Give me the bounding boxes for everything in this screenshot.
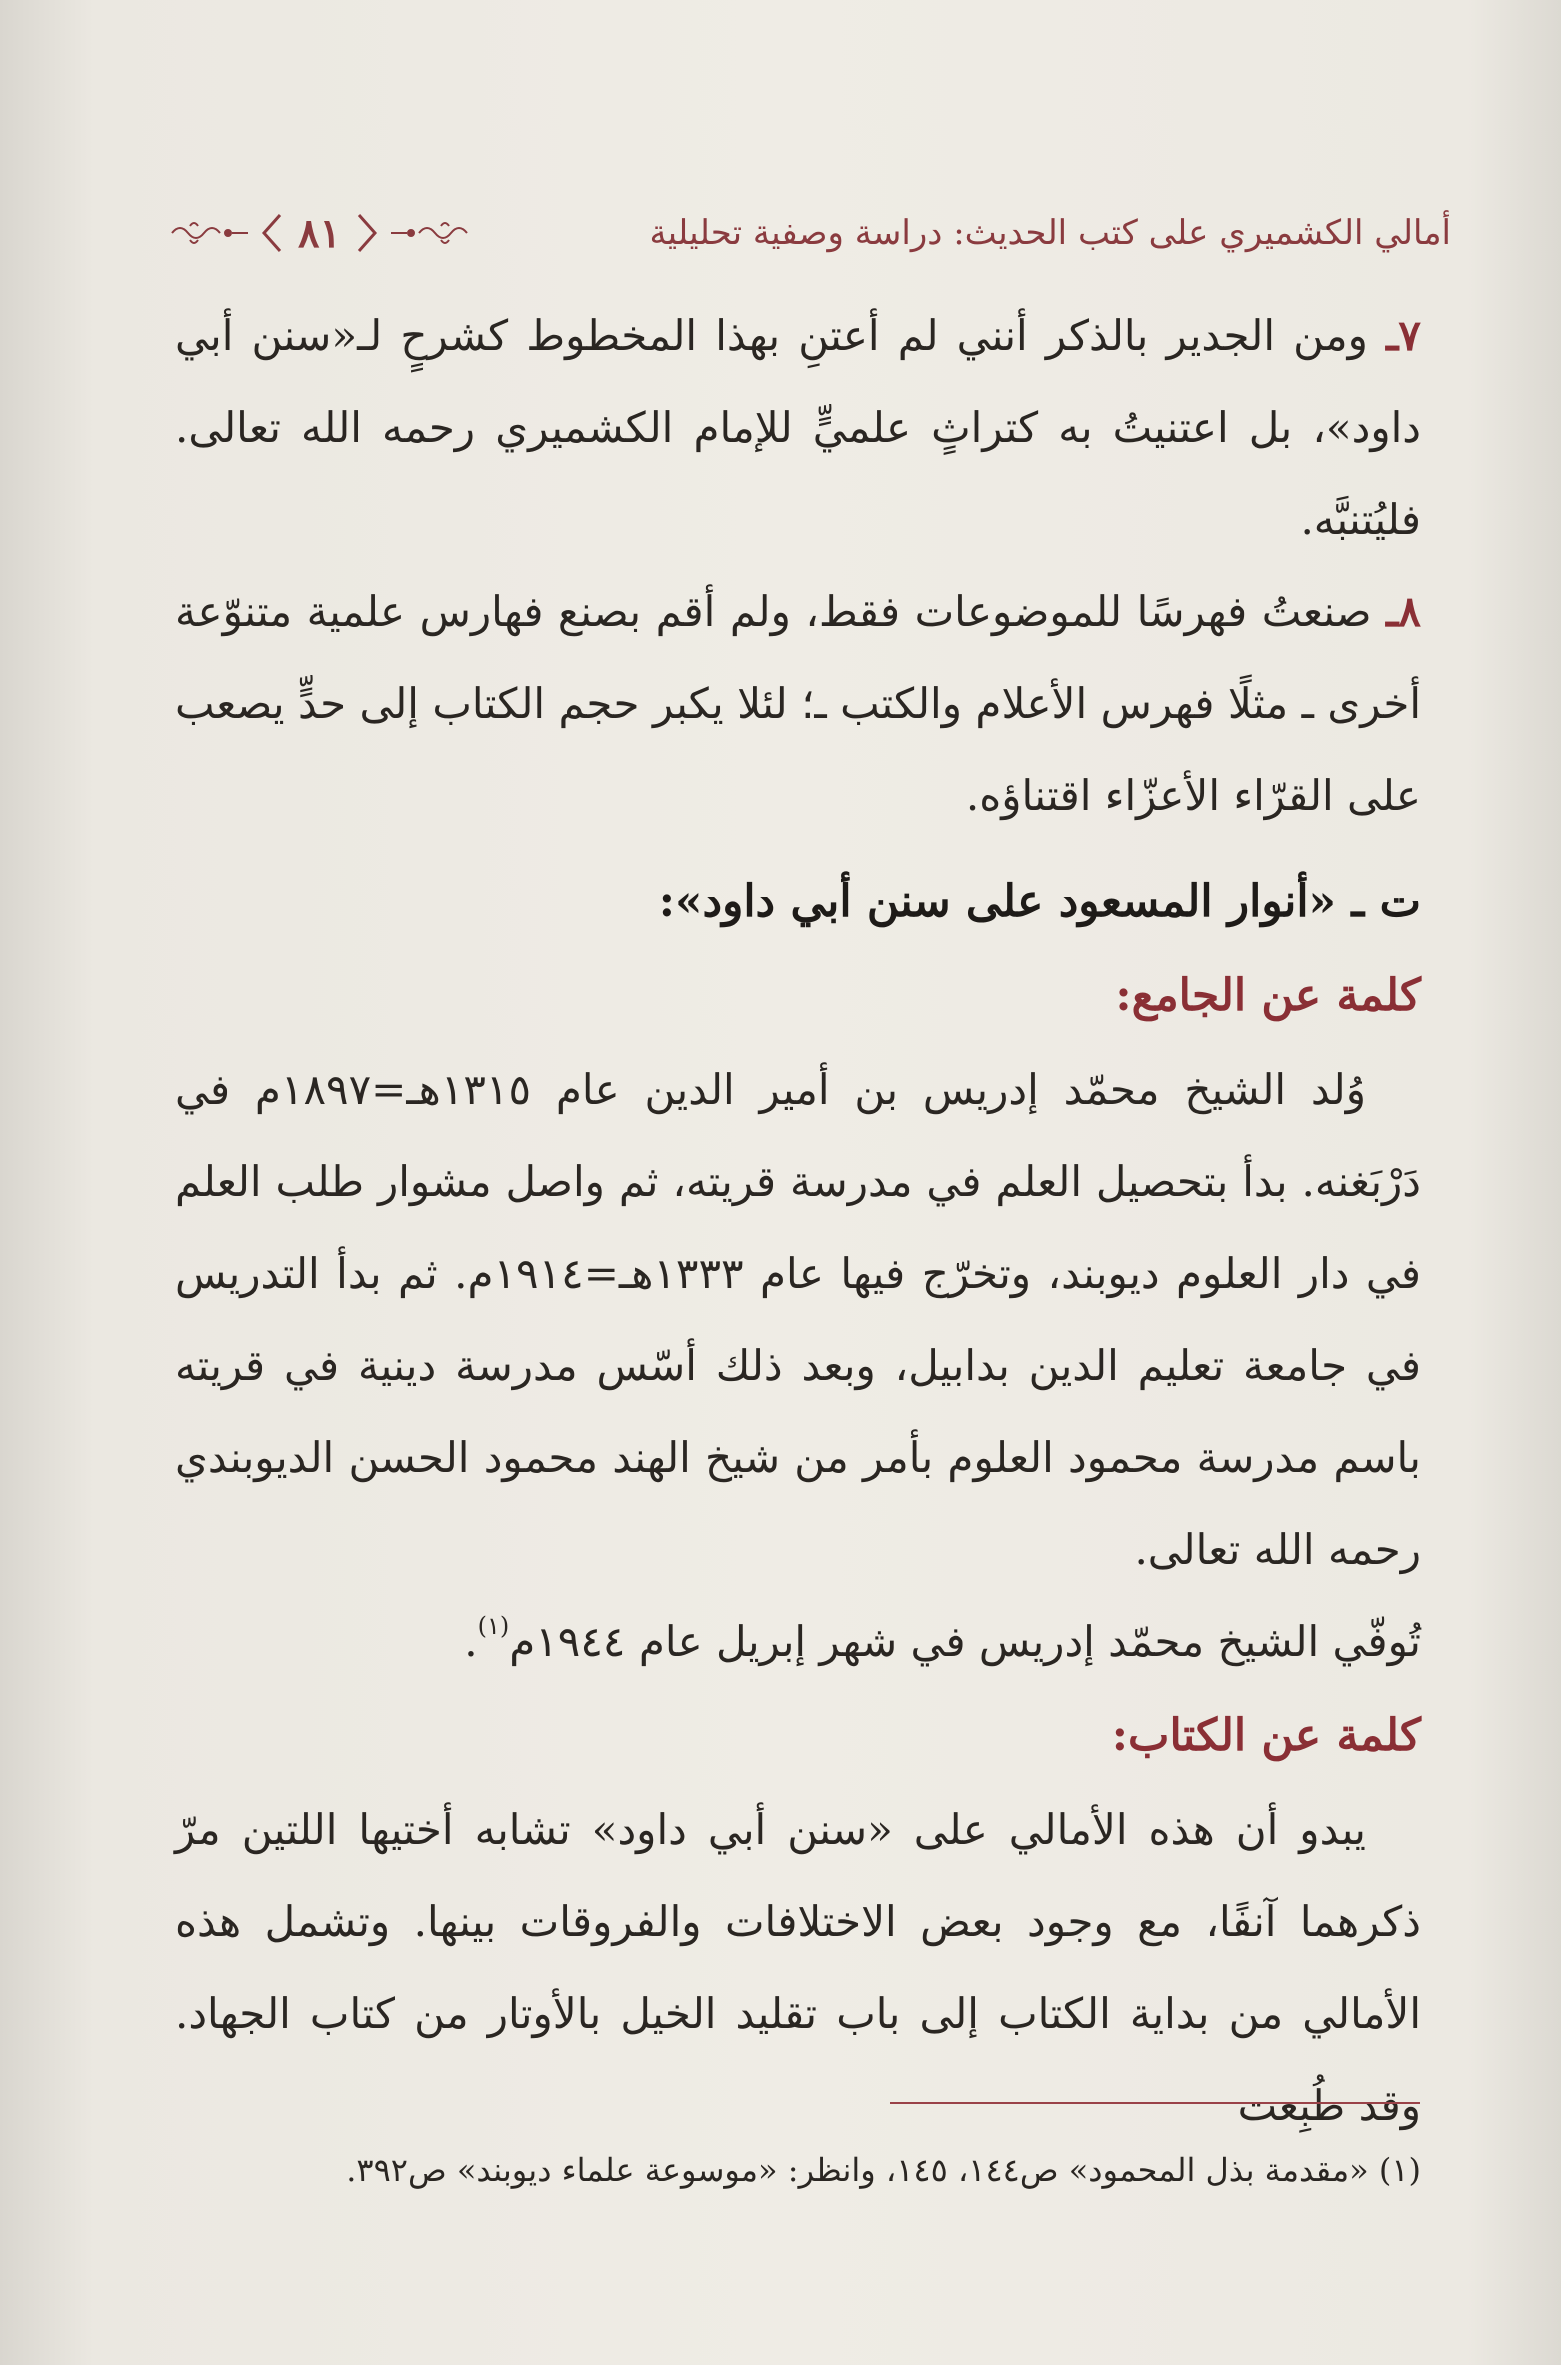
compiler-heading: كلمة عن الجامع: xyxy=(1115,970,1421,1021)
page-number-block xyxy=(170,210,469,257)
compiler-paragraph-2 xyxy=(175,1596,1421,1688)
item-7-number: ٧ـ xyxy=(1386,311,1421,360)
left-bracket-icon xyxy=(258,213,284,253)
footnote-text: «مقدمة بذل المحمود» ص١٤٤، ١٤٥، وانظر: «موسوعة علماء ديوبند» ص٣٩٢. xyxy=(346,2151,1369,2189)
item-8-text: صنعتُ فهرسًا للموضوعات فقط، ولم أقم بصنع فهارس علمية متنوّعة أخرى ـ مثلًا فهرس الأعلام والكتب ـ؛ لئلا يكبر حجم الكتاب إلى حدٍّ يصعب على القرّاء الأعزّاء اقتناؤه. xyxy=(175,587,1421,820)
footnote-number: (١) xyxy=(1378,2151,1421,2189)
page-number: ٨١ xyxy=(298,209,341,257)
main-text xyxy=(175,290,1421,2152)
running-head-title: أمالي الكشميري على كتب الحديث: دراسة وصفية تحليلية xyxy=(649,213,1451,253)
running-head xyxy=(170,198,1451,268)
compiler-paragraph-2-text: تُوفّي الشيخ محمّد إدريس في شهر إبريل عام ١٩٤٤م xyxy=(509,1617,1421,1666)
item-8-paragraph xyxy=(175,566,1421,842)
compiler-paragraph-1: وُلد الشيخ محمّد إدريس بن أمير الدين عام ١٣١٥هـ=١٨٩٧م في دَرْبَغنه. بدأ بتحصيل العلم في مدرسة قريته، ثم واصل مشوار طلب العلم في دار العلوم ديوبند، وتخرّج فيها عام ١٣٣٣هـ=١٩١٤م. ثم بدأ التدريس في جامعة تعليم الدين بدابيل، وبعد ذلك أسّس مدرسة دينية في قريته باسم مدرسة محمود العلوم بأمر من شيخ الهند محمود الحسن الديوبندي رحمه الله تعالى. xyxy=(175,1065,1422,1574)
section-heading: ت ـ «أنوار المسعود على سنن أبي داود»: xyxy=(658,876,1421,927)
right-bracket-icon xyxy=(355,213,381,253)
book-heading: كلمة عن الكتاب: xyxy=(1111,1710,1421,1761)
footnote xyxy=(175,2140,1421,2200)
item-8-number: ٨ـ xyxy=(1386,587,1421,636)
footnote-marker[interactable]: (١) xyxy=(477,1612,510,1640)
compiler-paragraph-2-end: . xyxy=(464,1617,478,1666)
item-7-text: ومن الجدير بالذكر أنني لم أعتنِ بهذا المخطوط كشرحٍ لـ«سنن أبي داود»، بل اعتنيتُ به كتراثٍ علميٍّ للإمام الكشميري رحمه الله تعالى. فليُتنبَّه. xyxy=(175,311,1421,544)
book-paragraph: يبدو أن هذه الأمالي على «سنن أبي داود» تشابه أختيها اللتين مرّ ذكرهما آنفًا، مع وجود بعض الاختلافات والفروقات بينها. وتشمل هذه الأمالي من بداية الكتاب إلى باب تقليد الخيل بالأوتار من كتاب الجهاد. وقد طُبِعت xyxy=(175,1805,1421,2130)
left-ornament-icon xyxy=(170,218,250,248)
item-7-paragraph xyxy=(175,290,1421,566)
footnote-divider xyxy=(890,2102,1420,2104)
right-ornament-icon xyxy=(389,218,469,248)
